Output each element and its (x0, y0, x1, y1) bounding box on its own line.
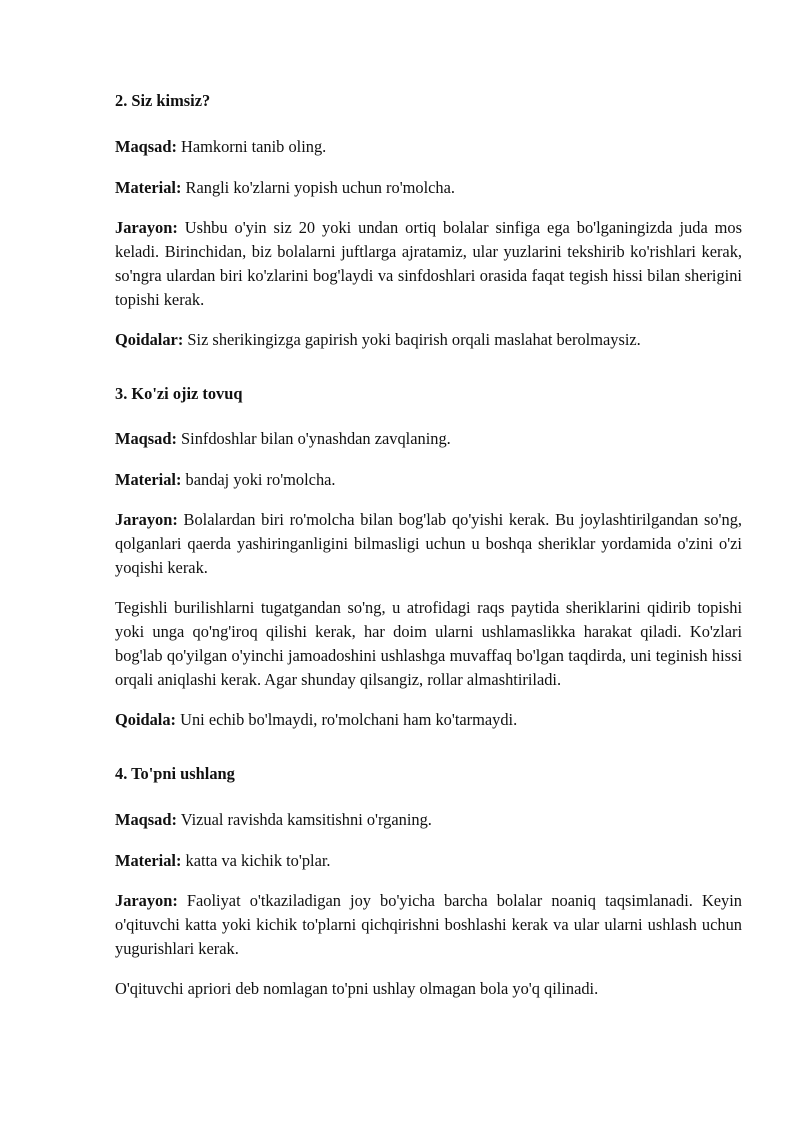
qoida-paragraph (115, 328, 742, 352)
maqsad-label: Maqsad: (115, 429, 177, 448)
document-body (115, 89, 742, 1001)
material-label: Material: (115, 851, 182, 870)
maqsad-label: Maqsad: (115, 810, 177, 829)
material-text: Rangli ko'zlarni yopish uchun ro'molcha. (181, 178, 456, 197)
body-paragraph: O'qituvchi apriori deb nomlagan to'pni ushlay olmagan bola yo'q qilinadi. (115, 979, 599, 998)
material-paragraph (115, 176, 742, 200)
jarayon-label: Jarayon: (115, 510, 178, 529)
section-title: 4. To'pni ushlang (115, 764, 235, 783)
section-title: 2. Siz kimsiz? (115, 91, 211, 110)
jarayon-paragraph (115, 216, 742, 312)
maqsad-paragraph (115, 135, 742, 159)
qoida-text: Uni echib bo'lmaydi, ro'molchani ham ko'tarmaydi. (176, 710, 518, 729)
jarayon-text: Faoliyat o'tkaziladigan joy bo'yicha barcha bolalar noaniq taqsimlanadi. Keyin o'qituvchi katta yoki kichik to'plarni qichqirishni boshlashi kerak va ular ularni ushlash uchun yugurishlari kerak. (115, 891, 742, 958)
material-label: Material: (115, 470, 182, 489)
jarayon-label: Jarayon: (115, 891, 178, 910)
qoida-label: Qoidala: (115, 710, 177, 729)
maqsad-label: Maqsad: (115, 137, 177, 156)
maqsad-text: Hamkorni tanib oling. (176, 137, 327, 156)
maqsad-paragraph (115, 427, 742, 451)
jarayon-paragraph (115, 508, 742, 580)
qoida-paragraph (115, 708, 742, 732)
jarayon-text: Bolalardan biri ro'molcha bilan bog'lab qo'yishi kerak. Bu joylashtirilgandan so'ng, qolganlari qaerda yashiringanligini bilmasligi uchun u boshqa sheriklar yordamida o'zini o'zi yoqishi kerak. (115, 510, 742, 577)
maqsad-paragraph (115, 808, 742, 832)
material-text: bandaj yoki ro'molcha. (181, 470, 336, 489)
material-paragraph (115, 849, 742, 873)
jarayon-text: Ushbu o'yin siz 20 yoki undan ortiq bolalar sinfiga ega bo'lganingizda juda mos keladi. Birinchidan, biz bolalarni juftlarga ajratamiz, ular yuzlarini tekshirib ko'rishlari kerak, so'ngra ulardan biri ko'zlarini bog'laydi va sinfdoshlari orasida faqat tegish hissi bilan sherigini topishi kerak. (115, 218, 742, 309)
material-paragraph (115, 468, 742, 492)
section-title: 3. Ko'zi ojiz tovuq (115, 384, 243, 403)
jarayon-label: Jarayon: (115, 218, 178, 237)
qoida-label: Qoidalar: (115, 330, 184, 349)
qoida-text: Siz sherikingizga gapirish yoki baqirish orqali maslahat berolmaysiz. (183, 330, 641, 349)
material-label: Material: (115, 178, 182, 197)
body-paragraph: Tegishli burilishlarni tugatgandan so'ng, u atrofidagi raqs paytida sheriklarini qidirib topishi yoki unga qo'ng'iroq qilishi kerak, har doim ularni ushlamaslikka harakat qiladi. Ko'zlari bog'lab qo'yilgan o'yinchi jamoadoshini ushlashga muvaffaq bo'lgan taqdirda, uni teginish hissi orqali aniqlashi kerak. Agar shunday qilsangiz, rollar almashtiriladi. (115, 598, 742, 689)
material-text: katta va kichik to'plar. (181, 851, 331, 870)
maqsad-text: Vizual ravishda kamsitishni o'rganing. (176, 810, 432, 829)
maqsad-text: Sinfdoshlar bilan o'ynashdan zavqlaning. (176, 429, 451, 448)
jarayon-paragraph (115, 889, 742, 961)
